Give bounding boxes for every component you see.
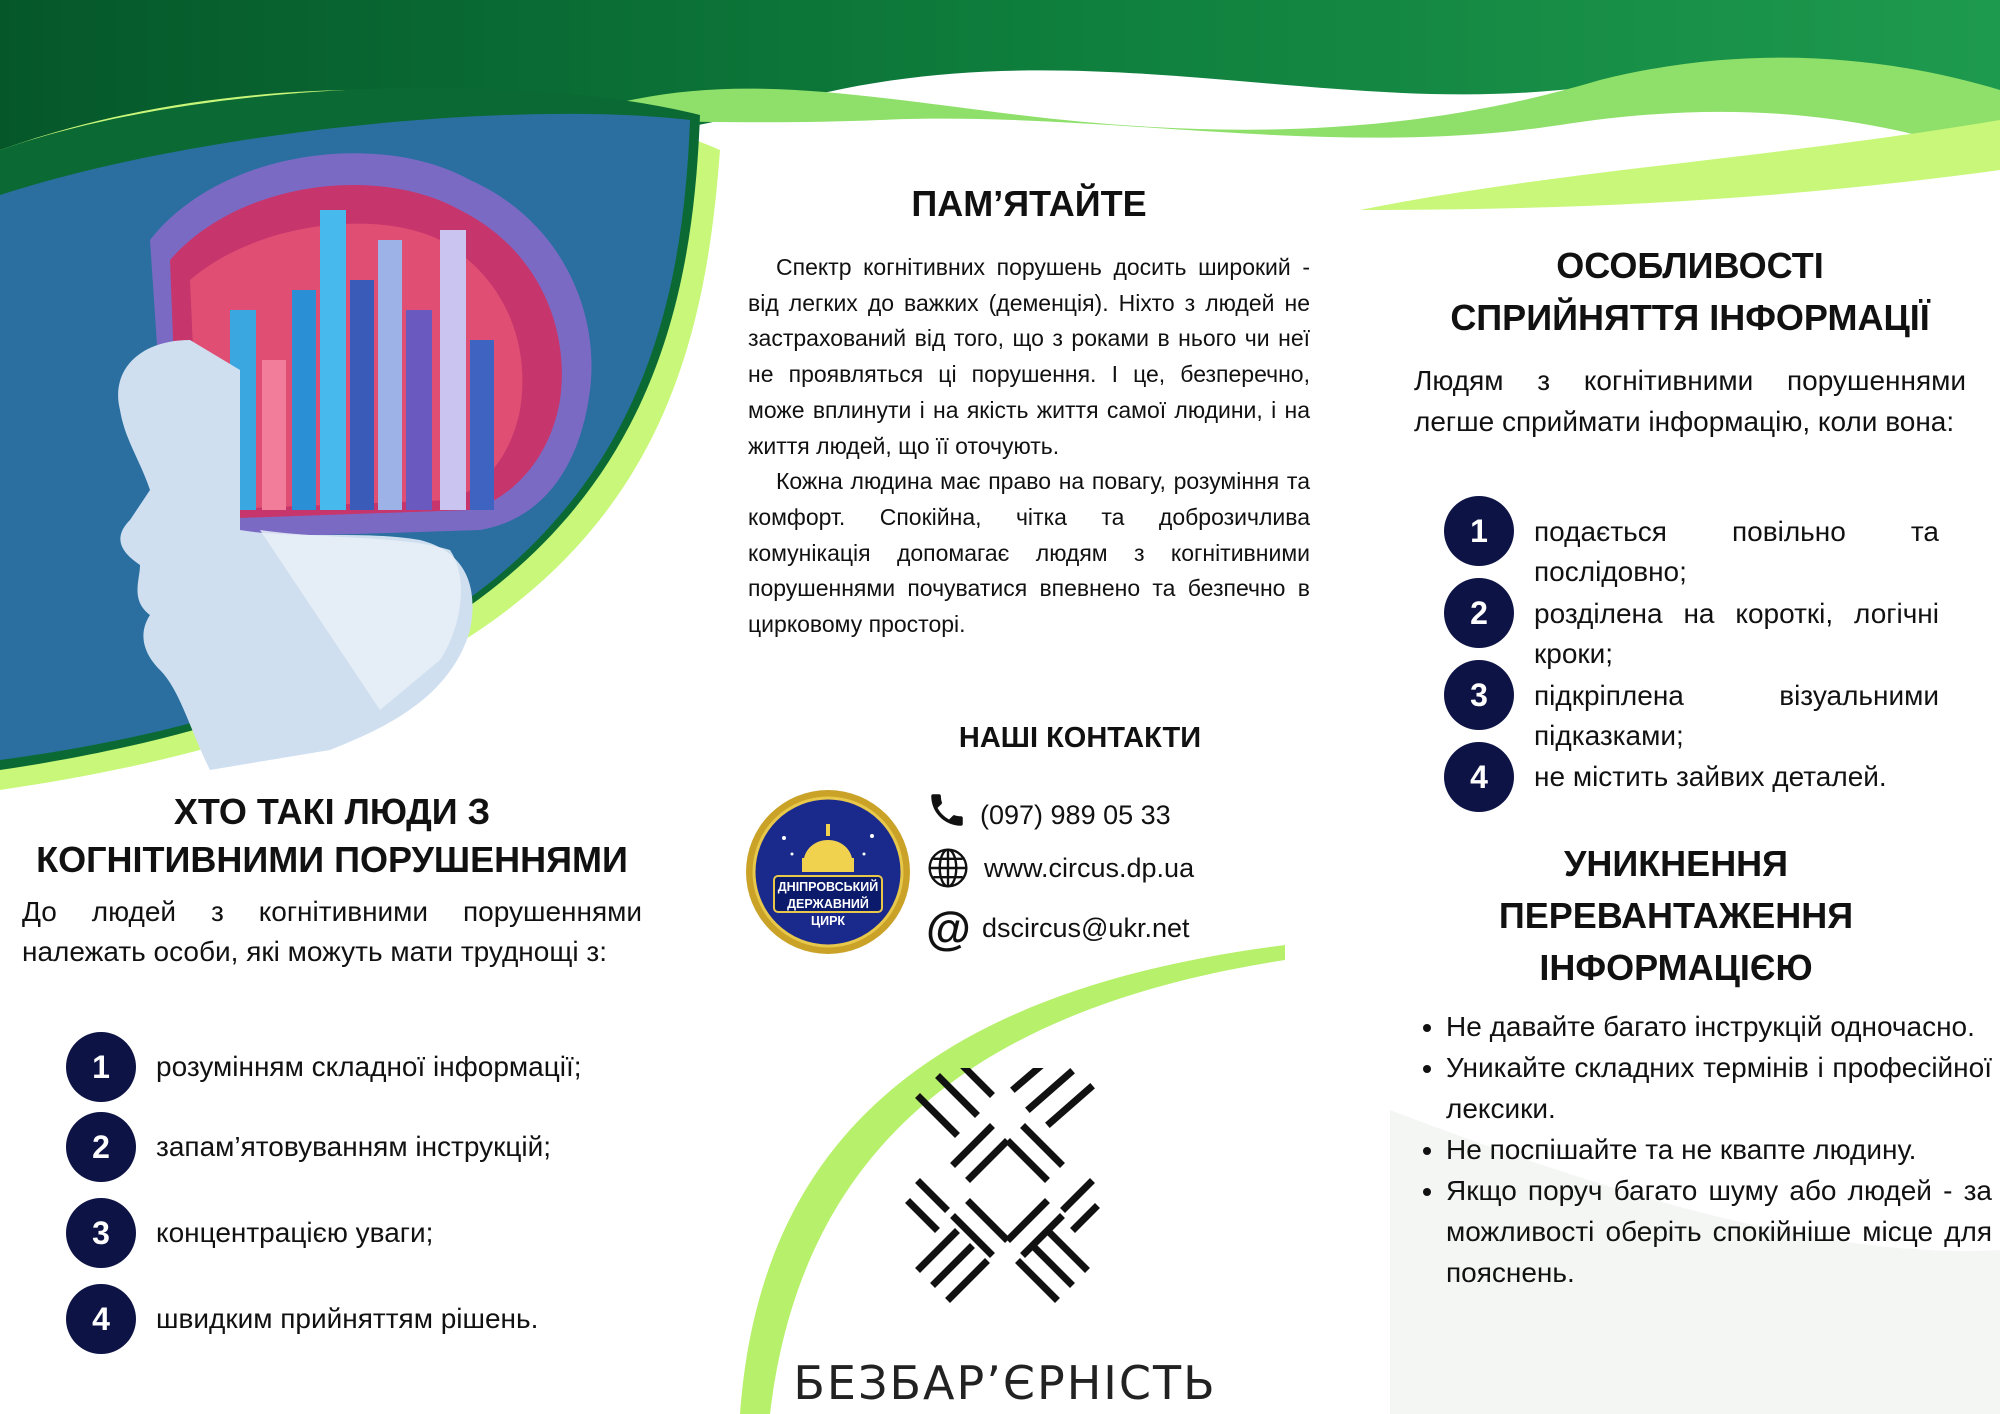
- number-badge: 3: [66, 1198, 136, 1268]
- right-list: [1444, 496, 1939, 812]
- head-illustration: [0, 110, 720, 770]
- left-title-line2: КОГНІТИВНИМИ ПОРУШЕННЯМИ: [36, 839, 628, 880]
- right-title-2: [1414, 838, 1938, 994]
- left-intro: До людей з когнітивними порушеннями належать особи, які можуть мати труднощі з:: [22, 896, 642, 967]
- at-icon: @: [926, 902, 971, 954]
- right-intro: Людям з когнітивними порушеннями легше сприймати інформацію, коли вона:: [1414, 365, 1966, 437]
- number-badge: 4: [1444, 742, 1514, 812]
- number-badge: 2: [66, 1112, 136, 1182]
- left-title: [22, 788, 642, 884]
- list-item: [1444, 496, 1939, 587]
- list-item-text: концентрацією уваги;: [156, 1217, 434, 1248]
- list-item: [66, 1032, 666, 1102]
- phone-text[interactable]: (097) 989 05 33: [980, 800, 1171, 830]
- phone-icon: [926, 789, 968, 831]
- contact-phone: [926, 788, 1171, 831]
- number-badge: 3: [1444, 660, 1514, 730]
- middle-paragraph-1: Спектр когнітивних порушень досить широкий - від легких до важких (деменція). Ніхто з людей не застрахований від того, що з роками в нього чи неї не проявляться ці порушення. І це, безперечно, може вплинути і на якість життя самої людини, і на життя людей, що її оточують.: [748, 254, 1310, 459]
- right-title-2-line2: ПЕРЕВАНТАЖЕННЯ: [1498, 895, 1854, 936]
- number-badge: 1: [1444, 496, 1514, 566]
- list-item-text: швидким прийняттям рішень.: [156, 1303, 539, 1334]
- number-badge: 2: [1444, 578, 1514, 648]
- contact-website: [926, 846, 1194, 890]
- circus-logo-text: [776, 879, 880, 930]
- left-section: [22, 788, 642, 972]
- middle-paragraph-2: Кожна людина має право на повагу, розуміння та комфорт. Спокійна, чітка та доброзичлива комунікація допомагає людям з когнітивними порушеннями почуватися впевнено та безпечно в цирковому просторі.: [748, 468, 1310, 638]
- list-item-text: підкріплена візуальними підказками;: [1534, 680, 1939, 751]
- list-item-text: подається повільно та послідовно;: [1534, 516, 1939, 587]
- number-badge: 1: [66, 1032, 136, 1102]
- list-item: [66, 1112, 666, 1182]
- right-section-2: [1414, 838, 1938, 994]
- circus-logo-line1: ДНІПРОВСЬКИЙ: [777, 880, 879, 894]
- right-title-1-line1: ОСОБЛИВОСТІ: [1556, 245, 1824, 286]
- list-item-text: розумінням складної інформації;: [156, 1051, 582, 1082]
- bullet-item: • Уникайте складних термінів і професійної лексики.: [1446, 1047, 1992, 1129]
- list-item: [66, 1198, 666, 1268]
- email-text[interactable]: dscircus@ukr.net: [982, 912, 1190, 943]
- right-title-1-line2: СПРИЙНЯТТЯ ІНФОРМАЦІЇ: [1450, 297, 1930, 338]
- contact-email: [926, 902, 1190, 954]
- right-title-2-line1: УНИКНЕННЯ: [1563, 843, 1789, 884]
- website-text[interactable]: www.circus.dp.ua: [984, 852, 1195, 883]
- bullet-item: • Не поспішайте та не квапте людину.: [1446, 1129, 1992, 1170]
- circus-logo-line2: ДЕРЖАВНИЙ ЦИРК: [787, 897, 869, 928]
- middle-section: [748, 180, 1310, 643]
- right-title-2-line3: ІНФОРМАЦІЄЮ: [1539, 947, 1813, 988]
- bezbarernist-logo-mark: [900, 1068, 1100, 1308]
- right-section-1: [1414, 240, 1966, 442]
- list-item-text: запам’ятовуванням інструкцій;: [156, 1131, 552, 1162]
- circus-logo: [744, 788, 912, 956]
- list-item: [66, 1284, 666, 1354]
- bezbarernist-wordmark: БЕЗБАР’ЄРНІСТЬ: [793, 1356, 1217, 1410]
- bullet-item: • Не давайте багато інструкцій одночасно.: [1446, 1006, 1992, 1047]
- left-list: [66, 1032, 666, 1354]
- number-badge: 4: [66, 1284, 136, 1354]
- right-bullets: [1414, 1006, 1992, 1293]
- contacts-title: НАШІ КОНТАКТИ: [958, 722, 1202, 754]
- left-title-line1: ХТО ТАКІ ЛЮДИ З: [173, 791, 491, 832]
- list-item-text: розділена на короткі, логічні кроки;: [1534, 598, 1939, 669]
- middle-title: ПАМ’ЯТАЙТЕ: [911, 183, 1147, 224]
- right-title-1: [1414, 240, 1966, 344]
- bullet-item: • Якщо поруч багато шуму або людей - за можливості оберіть спокійніше місце для пояснень.: [1446, 1170, 1992, 1293]
- list-item-text: не містить зайвих деталей.: [1534, 761, 1887, 792]
- globe-icon: [926, 846, 970, 890]
